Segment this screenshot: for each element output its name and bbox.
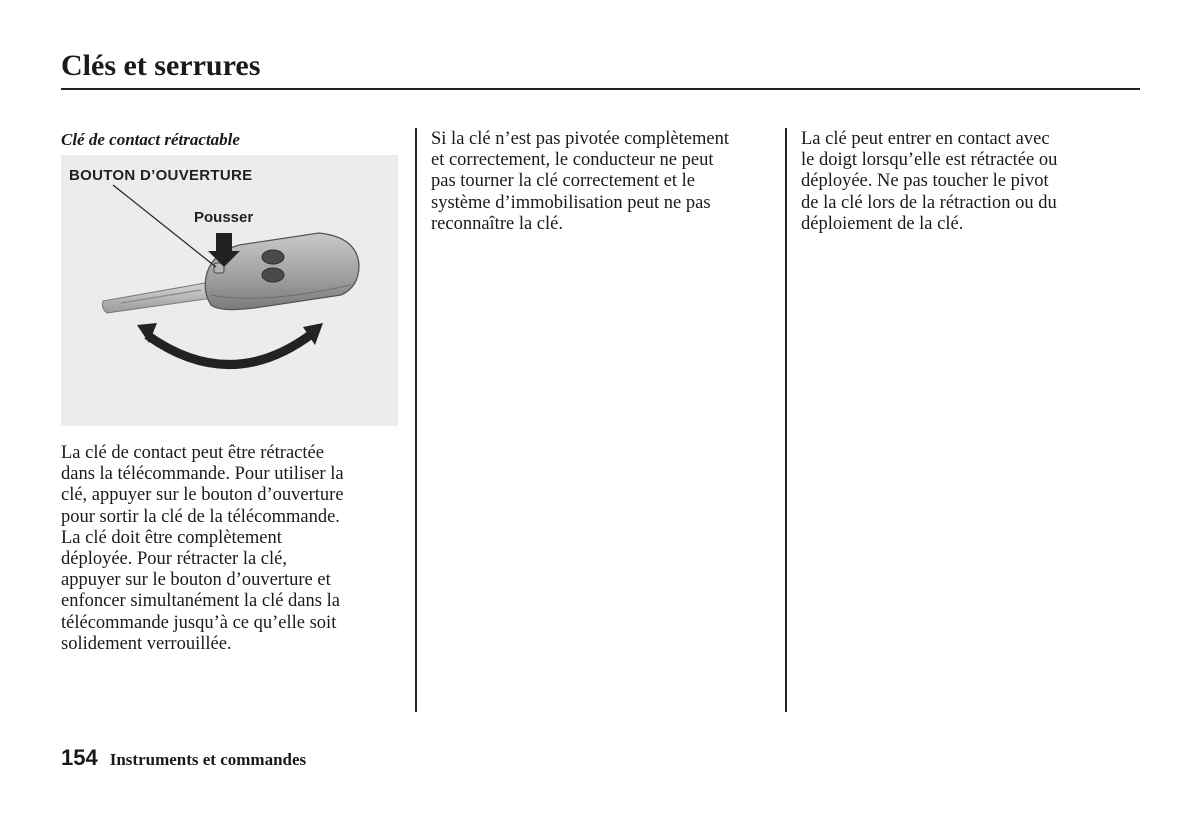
text-line: solidement verrouillée. (61, 633, 232, 654)
key-blade (103, 282, 214, 313)
page-number: 154 (61, 745, 98, 770)
text-line: déploiement de la clé. (801, 213, 964, 234)
text-line: La clé de contact peut être rétractée (61, 443, 324, 463)
key-illustration (61, 155, 398, 426)
push-label: Pousser (194, 209, 254, 226)
page-footer (61, 745, 306, 771)
column-2-text (431, 129, 776, 235)
footer-section-label: Instruments et commandes (109, 750, 307, 769)
open-button-label: BOUTON D’OUVERTURE (69, 167, 253, 184)
page-title: Clés et serrures (61, 49, 261, 82)
text-line: télécommande jusqu’à ce qu’elle soit (61, 612, 337, 633)
text-line: de la clé lors de la rétraction ou du (801, 192, 1057, 213)
text-line: pas tourner la clé correctement et le (431, 171, 695, 192)
rotation-arrow-icon (137, 323, 323, 365)
column-1-text (61, 443, 396, 655)
text-line: système d’immobilisation peut ne pas (431, 192, 711, 213)
unlock-button (262, 268, 284, 282)
text-line: et correctement, le conducteur ne peut (431, 150, 714, 171)
title-rule (61, 88, 1140, 90)
text-line: La clé doit être complètement (61, 527, 282, 548)
text-line: pour sortir la clé de la télécommande. (61, 506, 340, 527)
column-divider-right (785, 128, 787, 712)
label-pointer-line (113, 185, 216, 267)
column-3-text (801, 129, 1141, 235)
lock-button (262, 250, 284, 264)
key-fob-drawing (61, 155, 398, 426)
text-line: dans la télécommande. Pour utiliser la (61, 464, 344, 485)
section-title: Clé de contact rétractable (61, 130, 240, 149)
text-line: le doigt lorsqu’elle est rétractée ou (801, 150, 1058, 171)
text-line: reconnaître la clé. (431, 213, 563, 234)
text-line: La clé peut entrer en contact avec (801, 129, 1050, 149)
text-line: déployée. Pour rétracter la clé, (61, 549, 287, 570)
text-line: enfoncer simultanément la clé dans la (61, 591, 340, 612)
text-line: déployée. Ne pas toucher le pivot (801, 171, 1049, 192)
text-line: clé, appuyer sur le bouton d’ouverture (61, 485, 344, 506)
text-line: appuyer sur le bouton d’ouverture et (61, 570, 331, 591)
column-divider-left (415, 128, 417, 712)
text-line: Si la clé n’est pas pivotée complètement (431, 129, 729, 149)
